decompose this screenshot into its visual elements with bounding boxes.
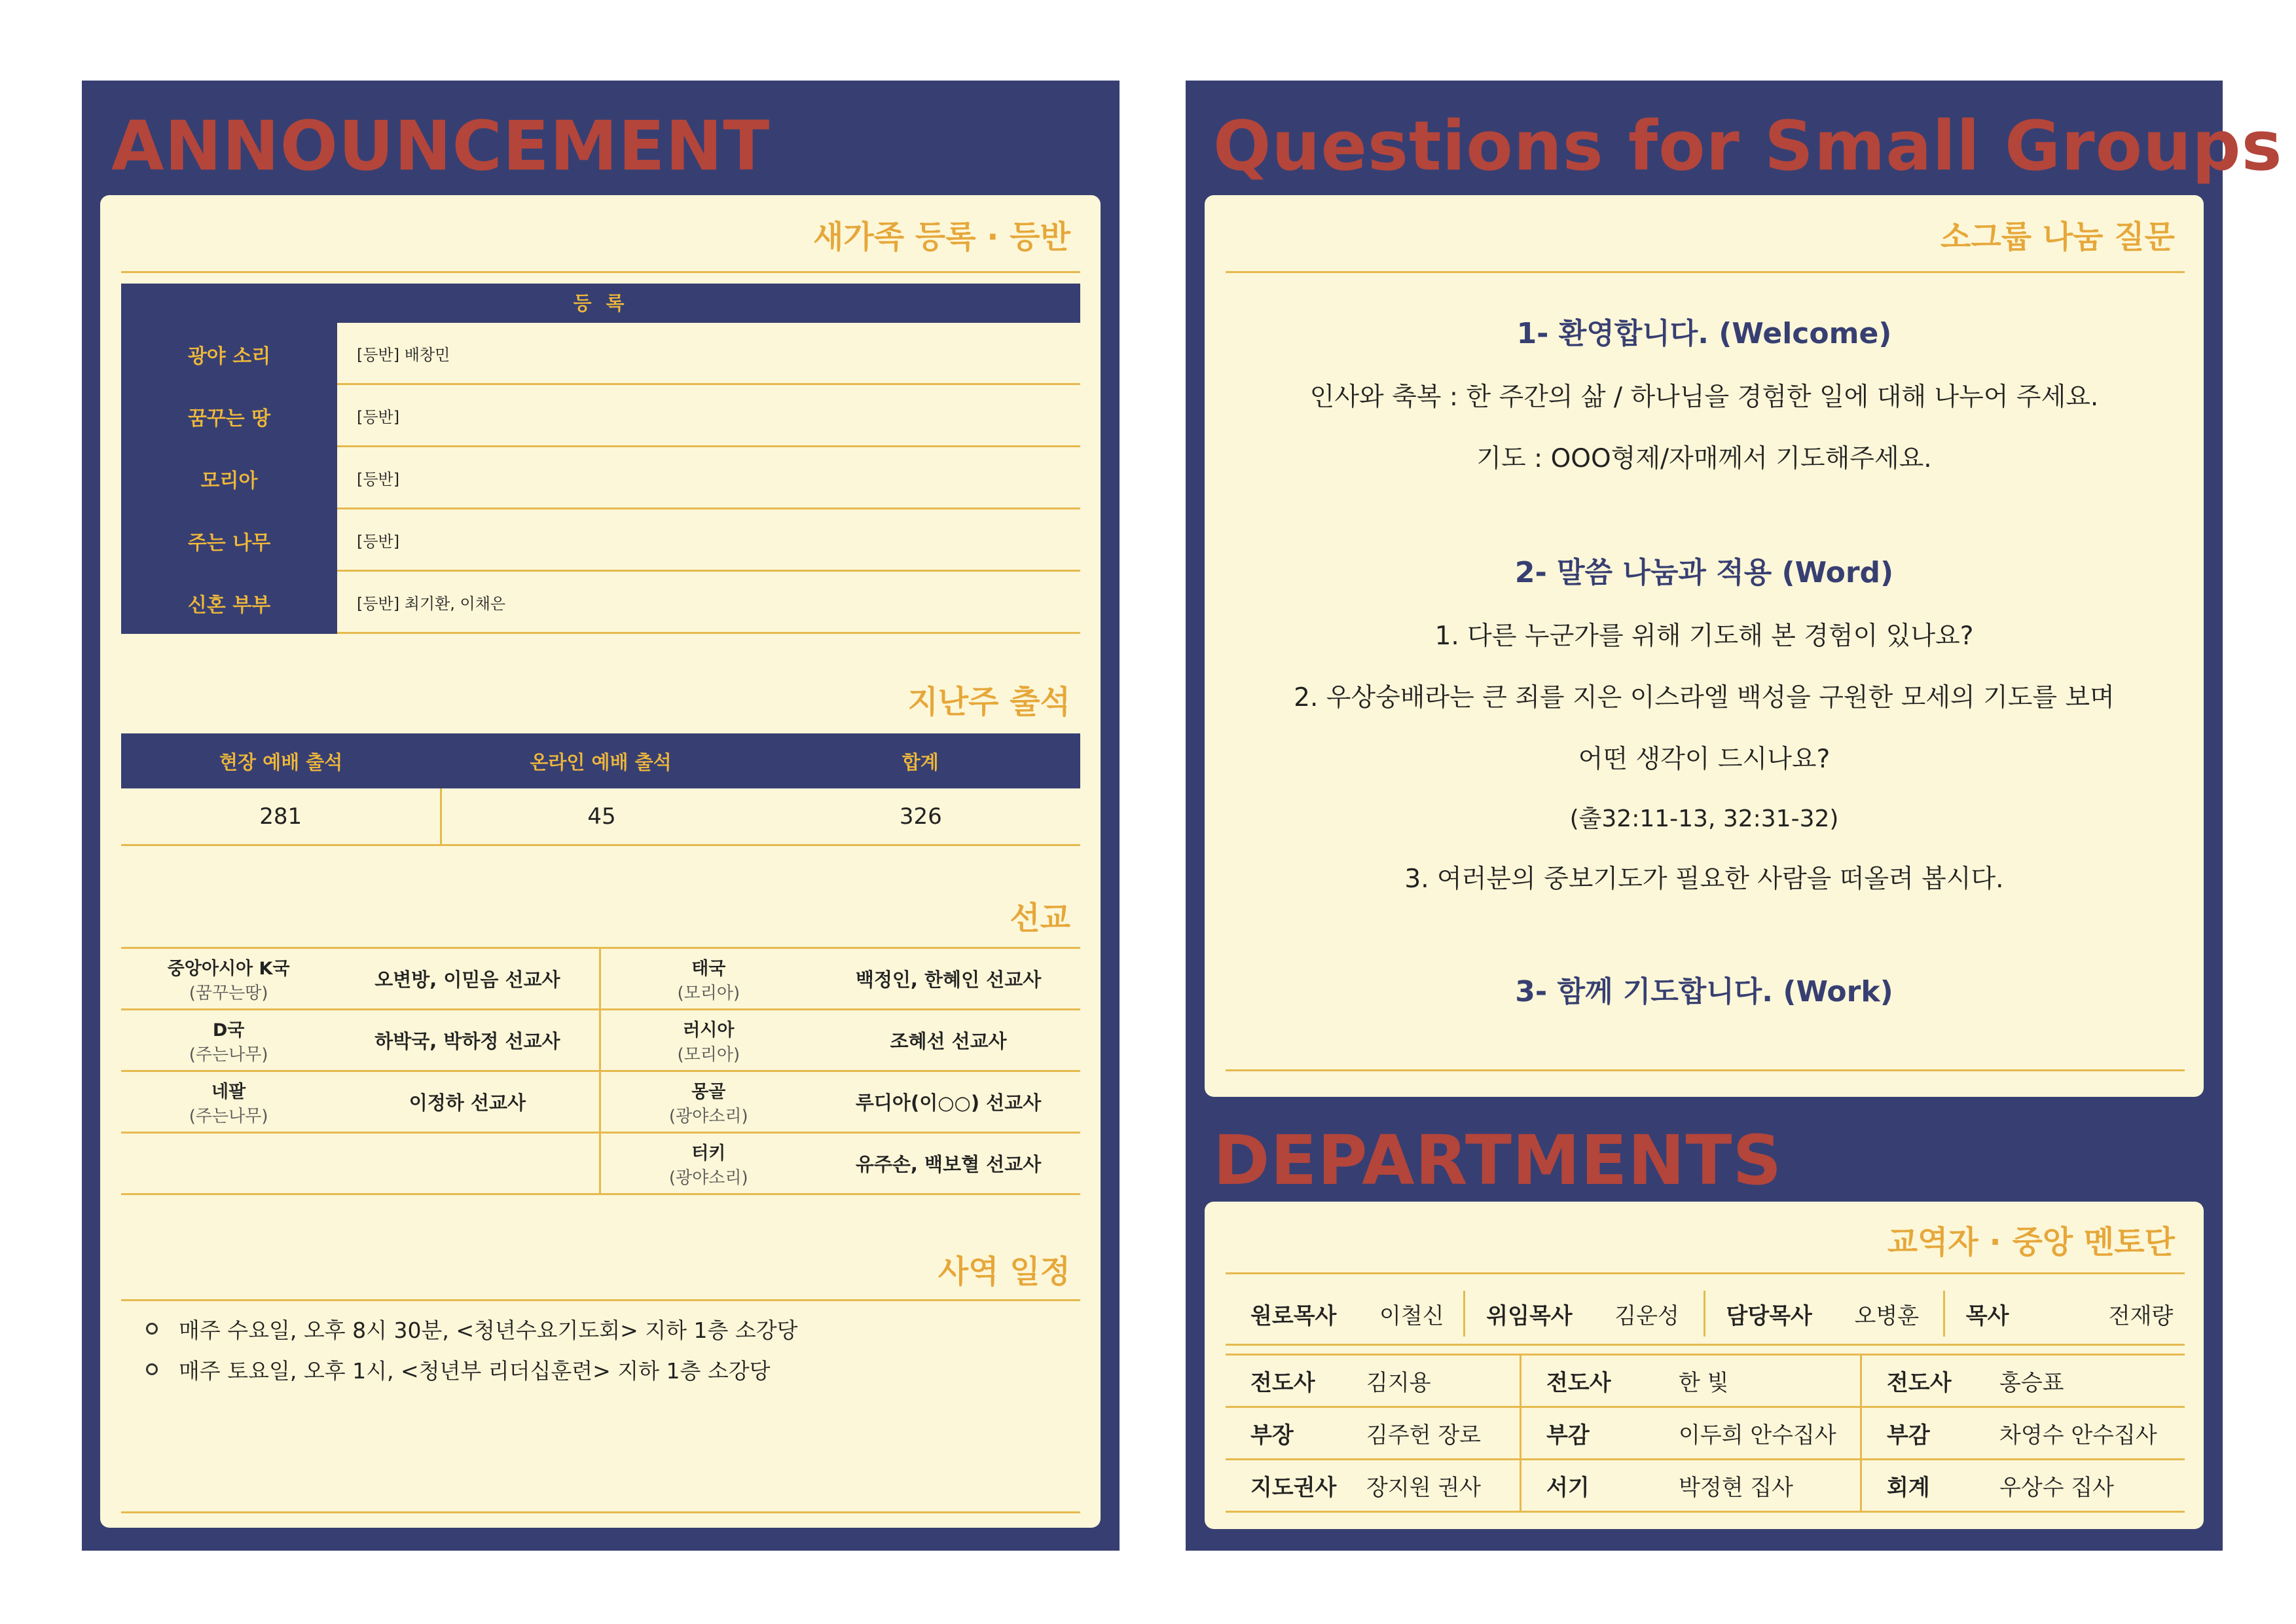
missionary-names: 유주손, 백보혈 선교사 <box>855 1153 1042 1175</box>
staff-name: 이두희 안수집사 <box>1679 1422 1836 1449</box>
table-row <box>121 385 1080 447</box>
question-line: 1. 다른 누군가를 위해 기도해 본 경험이 있나요? <box>1434 621 1974 651</box>
row-value: [등반] 배창민 <box>337 323 1080 385</box>
column-header: 현장 예배 출석 <box>219 750 343 773</box>
mission-entry <box>601 1134 1081 1193</box>
attendance-header-row <box>121 733 1080 788</box>
mission-group: (모리아) <box>677 1044 740 1065</box>
pastor-entry <box>1705 1291 1945 1337</box>
row-value: [등반] 최기환, 이채은 <box>337 572 1080 634</box>
pastor-role: 원로목사 <box>1250 1302 1337 1329</box>
divider <box>1226 271 2185 273</box>
table-row <box>121 1010 1080 1072</box>
row-label: 꿈꾸는 땅 <box>121 385 337 447</box>
mission-country: 러시아 <box>683 1020 735 1041</box>
staff-role: 서기 <box>1546 1475 1590 1501</box>
table-row <box>1226 1408 2185 1460</box>
pastor-name: 오병훈 <box>1854 1302 1920 1329</box>
onsite-count: 281 <box>121 788 442 844</box>
departments-section-title: 교역자 · 중앙 멘토단 <box>1887 1224 2175 1261</box>
question-part-3 <box>1205 968 2204 1010</box>
bullet-icon <box>146 1363 158 1375</box>
departments-title: DEPARTMENTS <box>1213 1120 1783 1200</box>
missionary-names: 조혜선 선교사 <box>890 1030 1007 1052</box>
questions-section <box>1226 221 2185 273</box>
mission-group: (꿈꾸는땅) <box>189 983 268 1003</box>
column-header: 온라인 예배 출석 <box>530 750 672 773</box>
list-item <box>139 1308 1069 1349</box>
staff-grid <box>1226 1354 2185 1513</box>
table-row <box>1226 1356 2185 1408</box>
row-value: [등반] <box>337 385 1080 447</box>
question-heading: 2- 말씀 나눔과 적용 (Word) <box>1514 556 1894 589</box>
mission-entry <box>121 949 601 1008</box>
schedule-section-title: 사역 일정 <box>938 1253 1070 1290</box>
mission-group: (광야소리) <box>668 1106 748 1126</box>
bullet-icon <box>146 1323 158 1335</box>
question-line: 2. 우상숭배라는 큰 죄를 지은 이스라엘 백성을 구원한 모세의 기도를 보며 <box>1294 683 2115 712</box>
staff-role: 전도사 <box>1887 1370 1952 1396</box>
staff-role: 부장 <box>1250 1422 1294 1449</box>
schedule-list <box>139 1308 1069 1390</box>
staff-name: 김지용 <box>1366 1370 1431 1396</box>
questions-section-title: 소그룹 나눔 질문 <box>1941 219 2175 255</box>
staff-role: 전도사 <box>1250 1370 1315 1396</box>
pastor-role: 위임목사 <box>1486 1302 1573 1329</box>
staff-entry <box>1862 1460 2185 1512</box>
schedule-item-text: 매주 수요일, 오후 8시 30분, <청년수요기도회> 지하 1층 소강당 <box>179 1317 798 1343</box>
mission-country: 몽골 <box>691 1081 726 1102</box>
missionary-names: 오변방, 이믿음 선교사 <box>374 969 560 991</box>
pastor-role: 담당목사 <box>1726 1302 1812 1329</box>
mission-entry <box>601 949 1081 1008</box>
divider <box>1226 1069 2185 1071</box>
missionary-names <box>336 1134 598 1193</box>
mission-group: (주는나무) <box>189 1106 268 1126</box>
row-label: 신혼 부부 <box>121 572 337 634</box>
departments-card <box>1205 1202 2204 1529</box>
question-line: 인사와 축복 : 한 주간의 삶 / 하나님을 경험한 일에 대해 나누어 주세요. <box>1309 382 2099 412</box>
staff-role: 지도권사 <box>1250 1475 1337 1501</box>
mission-country: 중앙아시아 K국 <box>167 958 290 979</box>
pastor-entry <box>1465 1291 1705 1337</box>
mission-country: 태국 <box>691 958 726 979</box>
pastor-name: 이철신 <box>1379 1302 1444 1329</box>
staff-entry <box>1226 1460 1522 1512</box>
row-value: [등반] <box>337 509 1080 572</box>
list-item <box>139 1349 1069 1390</box>
divider <box>1226 1272 2185 1274</box>
mission-entry <box>121 1010 601 1070</box>
scripture-reference: (출32:11-13, 32:31-32) <box>1569 805 1839 832</box>
staff-entry <box>1862 1355 2185 1407</box>
table-row <box>121 323 1080 385</box>
questions-title: Questions for Small Groups <box>1213 106 2283 186</box>
announcement-card <box>100 195 1101 1528</box>
staff-name: 장지원 권사 <box>1366 1475 1482 1501</box>
row-label: 모리아 <box>121 447 337 509</box>
question-line: 3. 여러분의 중보기도가 필요한 사람을 떠올려 봅시다. <box>1404 864 2004 894</box>
table-row <box>121 1072 1080 1134</box>
registration-section <box>121 221 1080 273</box>
mission-country: 터키 <box>691 1143 726 1164</box>
table-row <box>121 1134 1080 1195</box>
pastor-role: 목사 <box>1965 1302 2009 1329</box>
table-row <box>121 572 1080 634</box>
staff-entry <box>1862 1407 2185 1460</box>
divider <box>121 1511 1080 1513</box>
row-label: 광야 소리 <box>121 323 337 385</box>
missions-table <box>121 947 1080 1195</box>
table-row <box>121 447 1080 509</box>
mission-entry <box>601 1072 1081 1132</box>
staff-name: 차영수 안수집사 <box>1999 1422 2157 1449</box>
mission-group: (주는나무) <box>189 1044 268 1065</box>
staff-name: 우상수 집사 <box>1999 1475 2115 1501</box>
question-heading: 3- 함께 기도합니다. (Work) <box>1515 975 1893 1008</box>
row-value: [등반] <box>337 447 1080 509</box>
online-count: 45 <box>587 803 616 830</box>
pastor-name: 전재량 <box>2108 1302 2174 1329</box>
attendance-section <box>121 686 1080 718</box>
table-row <box>121 949 1080 1010</box>
question-line: 어떤 생각이 드시나요? <box>1578 745 1831 774</box>
schedule-section <box>121 1253 1080 1301</box>
staff-entry <box>1226 1407 1522 1460</box>
mission-entry-empty <box>121 1134 601 1193</box>
registration-section-title: 새가족 등록 · 등반 <box>813 219 1070 255</box>
registration-table <box>121 284 1080 634</box>
divider <box>121 1299 1080 1301</box>
attendance-value-row <box>121 788 1080 846</box>
mission-country: 네팔 <box>211 1081 246 1102</box>
pastor-name: 김운성 <box>1614 1302 1679 1329</box>
missionary-names: 하박국, 박하정 선교사 <box>374 1030 560 1052</box>
staff-entry <box>1522 1407 1862 1460</box>
staff-role: 부감 <box>1546 1422 1590 1449</box>
pastor-entry <box>1226 1291 1465 1337</box>
staff-role: 부감 <box>1887 1422 1930 1449</box>
pastors-row <box>1226 1283 2185 1346</box>
staff-name: 한 빛 <box>1679 1370 1729 1396</box>
question-heading: 1- 환영합니다. (Welcome) <box>1516 317 1892 350</box>
missions-section <box>121 902 1080 934</box>
column-header: 합계 <box>902 750 939 773</box>
staff-role: 전도사 <box>1546 1370 1611 1396</box>
attendance-table <box>121 733 1080 846</box>
table-row <box>1226 1460 2185 1513</box>
missionary-names: 이정하 선교사 <box>409 1092 526 1114</box>
total-count: 326 <box>899 803 942 830</box>
mission-group: (광야소리) <box>668 1168 748 1188</box>
staff-role: 회계 <box>1887 1475 1930 1501</box>
pastor-entry <box>1945 1291 2185 1337</box>
announcement-panel <box>82 81 1120 1551</box>
schedule-item-text: 매주 토요일, 오후 1시, <청년부 리더십훈련> 지하 1층 소강당 <box>179 1357 771 1384</box>
question-part-2 <box>1205 549 2204 895</box>
missions-section-title: 선교 <box>1010 900 1070 936</box>
attendance-section-title: 지난주 출석 <box>907 684 1070 720</box>
mission-country: D국 <box>212 1020 245 1041</box>
row-label: 주는 나무 <box>121 509 337 572</box>
question-line: 기도 : OOO형제/자매께서 기도해주세요. <box>1476 444 1932 473</box>
registration-table-header: 등 록 <box>121 284 1080 323</box>
staff-name: 박정현 집사 <box>1679 1475 1794 1501</box>
staff-entry <box>1522 1460 1862 1512</box>
missionary-names: 백정인, 한혜인 선교사 <box>855 969 1042 991</box>
staff-name: 홍승표 <box>1999 1370 2064 1396</box>
announcement-title: ANNOUNCEMENT <box>111 106 771 186</box>
staff-entry <box>1226 1355 1522 1407</box>
staff-name: 김주헌 장로 <box>1366 1422 1482 1449</box>
table-row <box>121 509 1080 572</box>
questions-card <box>1205 195 2204 1097</box>
missionary-names: 루디아(이○○) 선교사 <box>855 1092 1042 1114</box>
mission-entry <box>121 1072 601 1132</box>
staff-entry <box>1522 1355 1862 1407</box>
divider <box>121 271 1080 273</box>
mission-entry <box>601 1010 1081 1070</box>
question-part-1 <box>1205 310 2204 475</box>
mission-group: (모리아) <box>677 983 740 1003</box>
departments-section <box>1226 1224 2185 1274</box>
right-panel <box>1186 81 2283 1551</box>
